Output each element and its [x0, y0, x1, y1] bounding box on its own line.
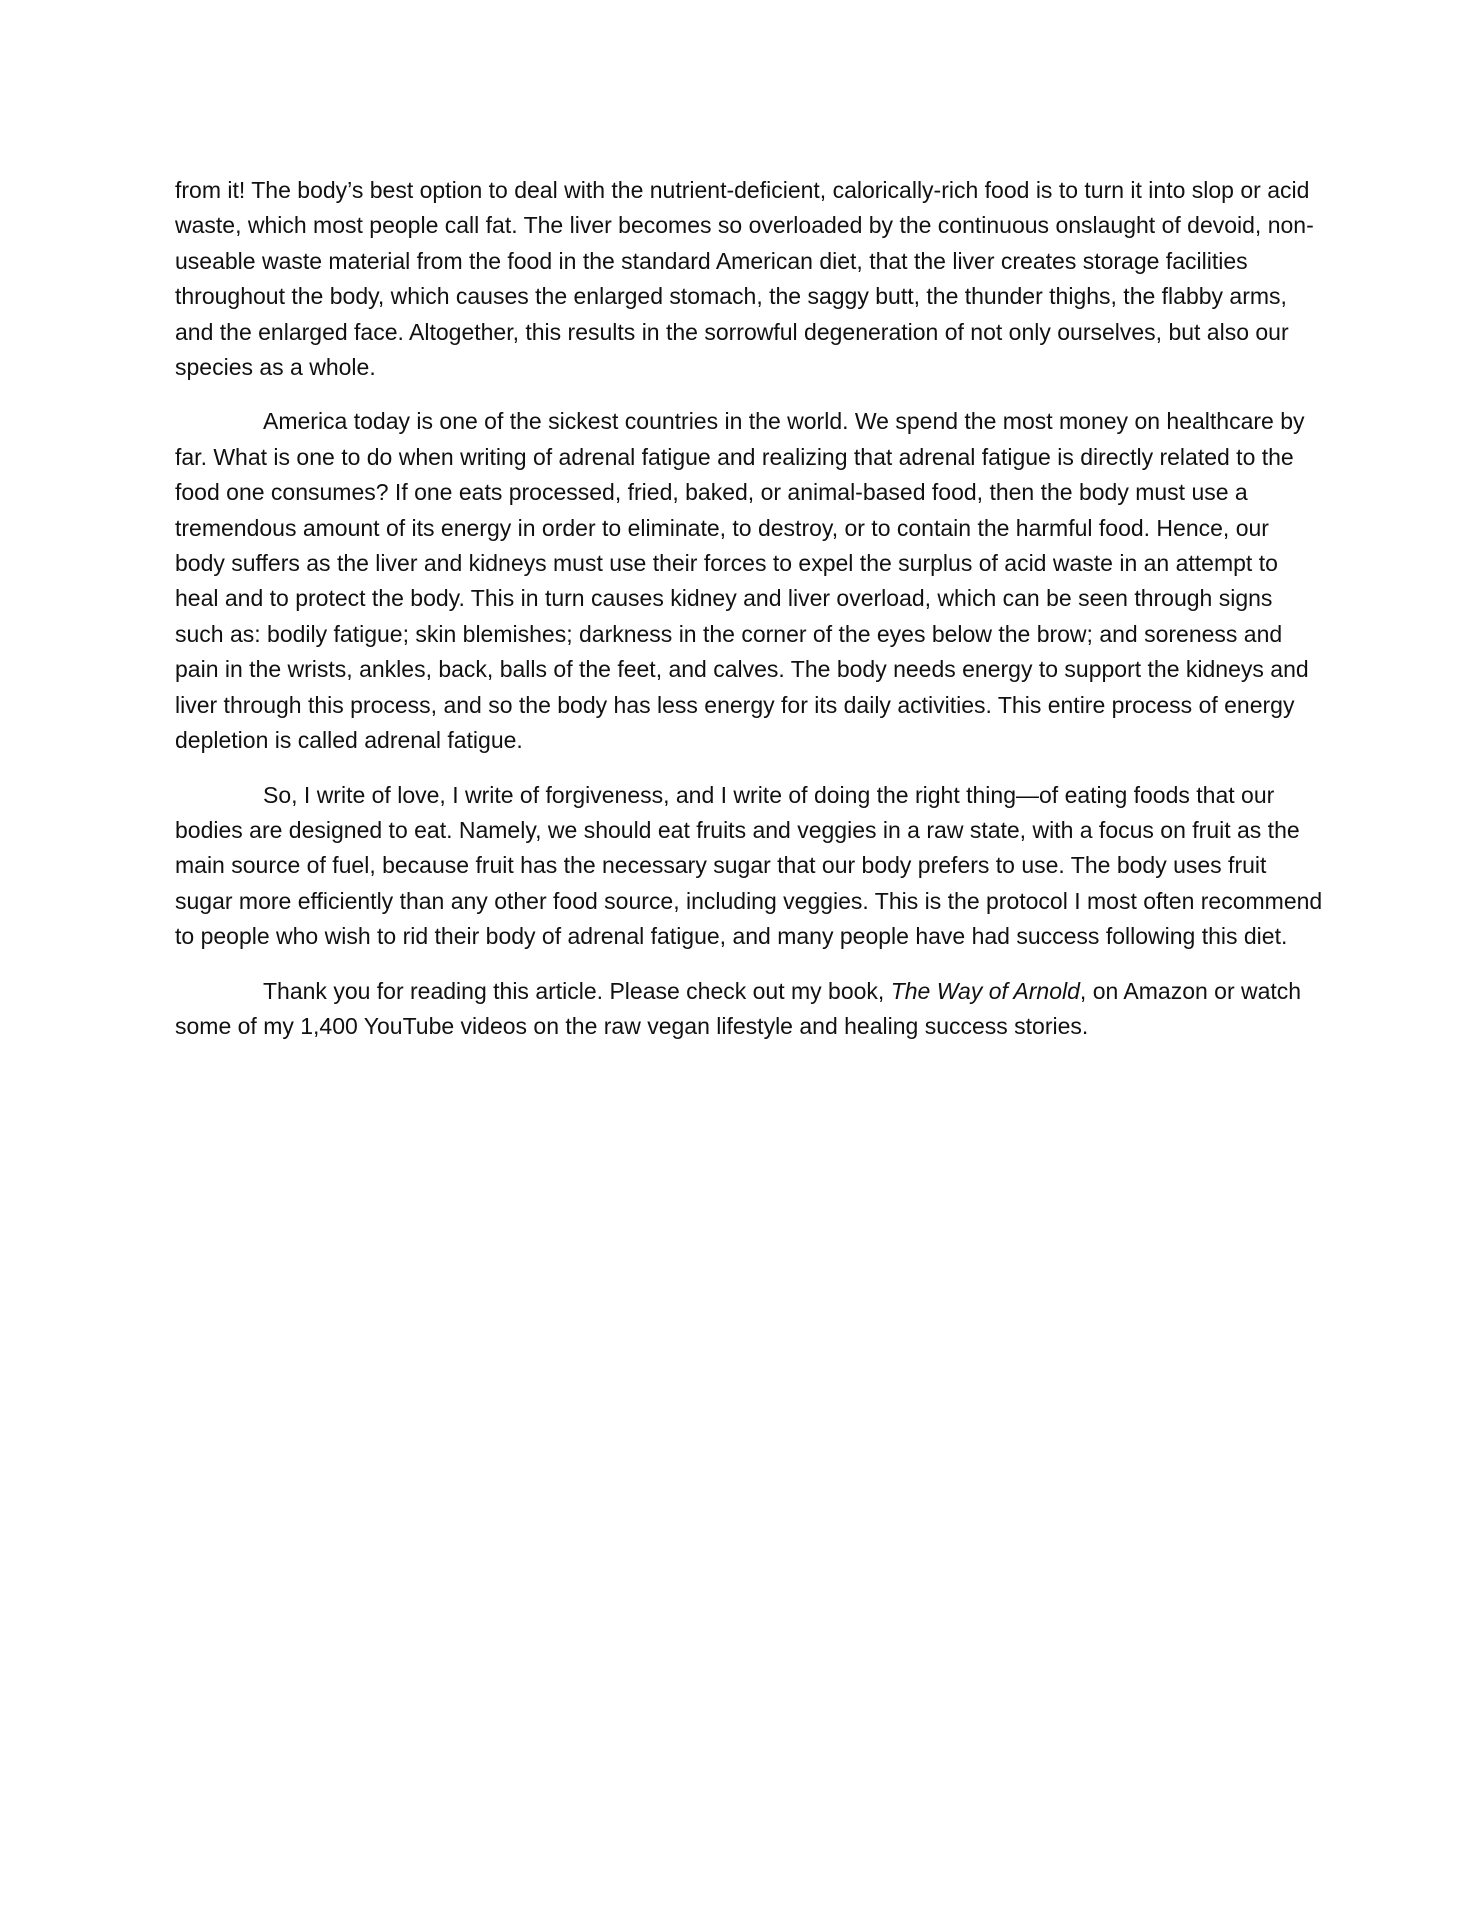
paragraph-love-forgiveness: So, I write of love, I write of forgiveness, and I write of doing the right thing—of eating foods that our bodies are designed to eat. Namely, we should eat fruits and veggies in a raw state, with a focus on fruit as the main source of fuel, because fruit has the necessary sugar that our body prefers to use. The body uses fruit sugar more efficiently than any other food source, including veggies. This is the protocol I most often recommend to people who wish to rid their body of adrenal fatigue, and many people have had success following this diet. — [175, 781, 1323, 950]
document-page — [175, 173, 1325, 1063]
paragraph-continuation: from it! The body’s best option to deal with the nutrient-deficient, calorically-rich food is to turn it into slop or acid waste, which most people call fat. The liver becomes so overloaded by the continuous onslaught of devoid, non-useable waste material from the food in the standard American diet, that the liver creates storage facilities throughout the body, which causes the enlarged stomach, the saggy butt, the thunder thighs, the flabby arms, and the enlarged face. Altogether, this results in the sorrowful degeneration of not only ourselves, but also our species as a whole. — [175, 177, 1314, 381]
thank-you-text-end: , on Amazon or watch some of my 1,400 YouTube videos on the raw vegan lifestyle and healing success stories. — [175, 977, 1302, 1039]
paragraph-thank-you — [175, 974, 1325, 1045]
thank-you-text: Thank you for reading this article. Please check out my book, — [263, 977, 891, 1004]
book-title: The Way of Arnold — [890, 977, 1080, 1004]
paragraph-america-sickest: America today is one of the sickest countries in the world. We spend the most money on healthcare by far. What is one to do when writing of adrenal fatigue and realizing that adrenal fatigue is directly related to the food one consumes? If one eats processed, fried, baked, or animal-based food, then the body must use a tremendous amount of its energy in order to eliminate, to destroy, or to contain the harmful food. Hence, our body suffers as the liver and kidneys must use their forces to expel the surplus of acid waste in an attempt to heal and to protect the body. This in turn causes kidney and liver overload, which can be seen through signs such as: bodily fatigue; skin blemishes; darkness in the corner of the eyes below the brow; and soreness and pain in the wrists, ankles, back, balls of the feet, and calves. The body needs energy to support the kidneys and liver through this process, and so the body has less energy for its daily activities. This entire process of energy depletion is called adrenal fatigue. — [175, 408, 1309, 754]
